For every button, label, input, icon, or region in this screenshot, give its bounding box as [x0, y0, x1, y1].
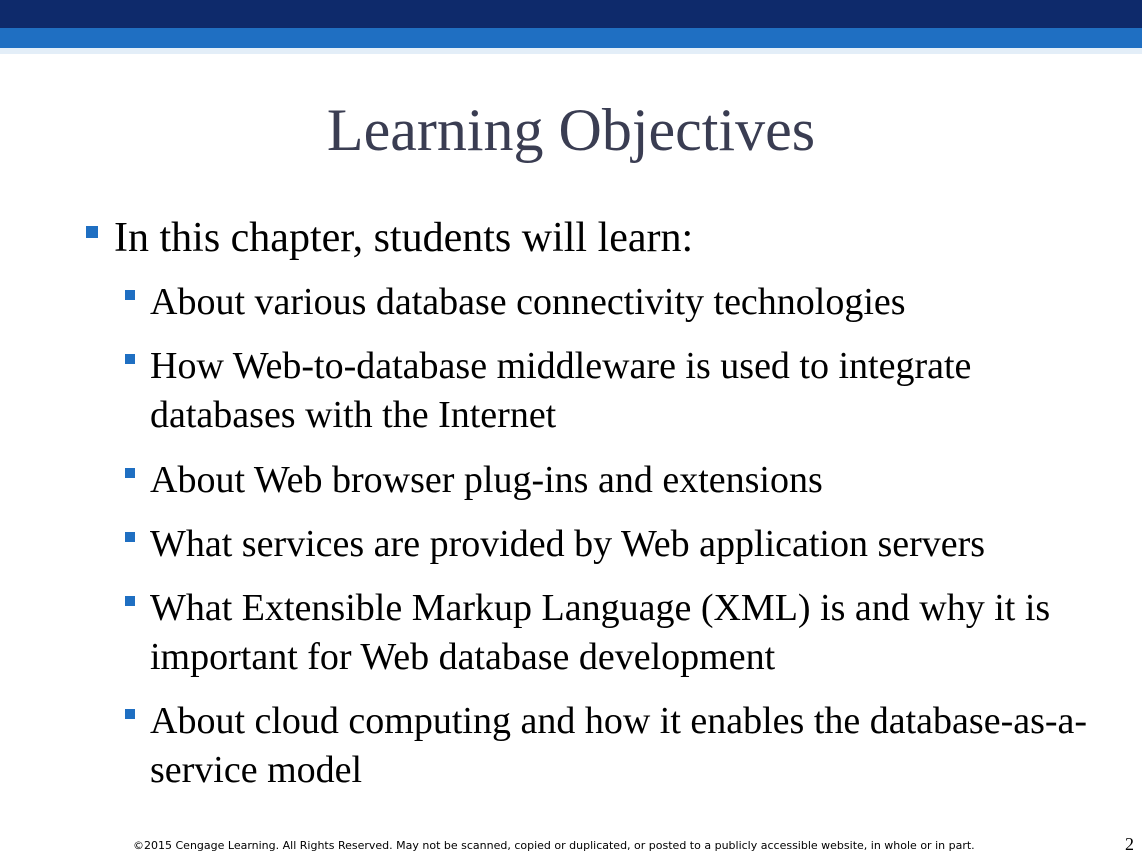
objective-text: What Extensible Markup Language (XML) is and why it is important for Web database development — [150, 587, 1051, 678]
objective-text: How Web-to-database middleware is used to integrate databases with the Internet — [150, 345, 972, 436]
square-bullet-icon — [125, 468, 135, 478]
objective-item — [150, 584, 1090, 682]
objective-text: About various database connectivity technologies — [150, 281, 906, 323]
slide-title: Learning Objectives — [326, 97, 816, 163]
square-bullet-icon — [86, 226, 98, 238]
page-number: 2 — [1125, 834, 1134, 854]
header-band-light — [0, 48, 1142, 54]
square-bullet-icon — [125, 290, 135, 300]
objective-text: What services are provided by Web application servers — [150, 523, 986, 565]
objective-item — [150, 278, 1090, 327]
objective-text: About cloud computing and how it enables the database-as-a-service model — [150, 700, 1088, 791]
square-bullet-icon — [125, 532, 135, 542]
intro-text: In this chapter, students will learn: — [114, 215, 694, 261]
intro-bullet — [114, 212, 1094, 264]
objective-item — [150, 456, 1090, 505]
square-bullet-icon — [125, 709, 135, 719]
header-band-dark — [0, 0, 1142, 28]
copyright-footer: ©2015 Cengage Learning. All Rights Reserved. May not be scanned, copied or duplicated, or posted to a publicly accessible website, in whole or in part. — [133, 839, 975, 852]
objective-text: About Web browser plug-ins and extensions — [150, 459, 823, 501]
square-bullet-icon — [125, 354, 135, 364]
objective-item — [150, 697, 1090, 795]
objective-item — [150, 520, 1090, 569]
square-bullet-icon — [125, 596, 135, 606]
objective-item — [150, 342, 1090, 440]
header-band-blue — [0, 28, 1142, 48]
